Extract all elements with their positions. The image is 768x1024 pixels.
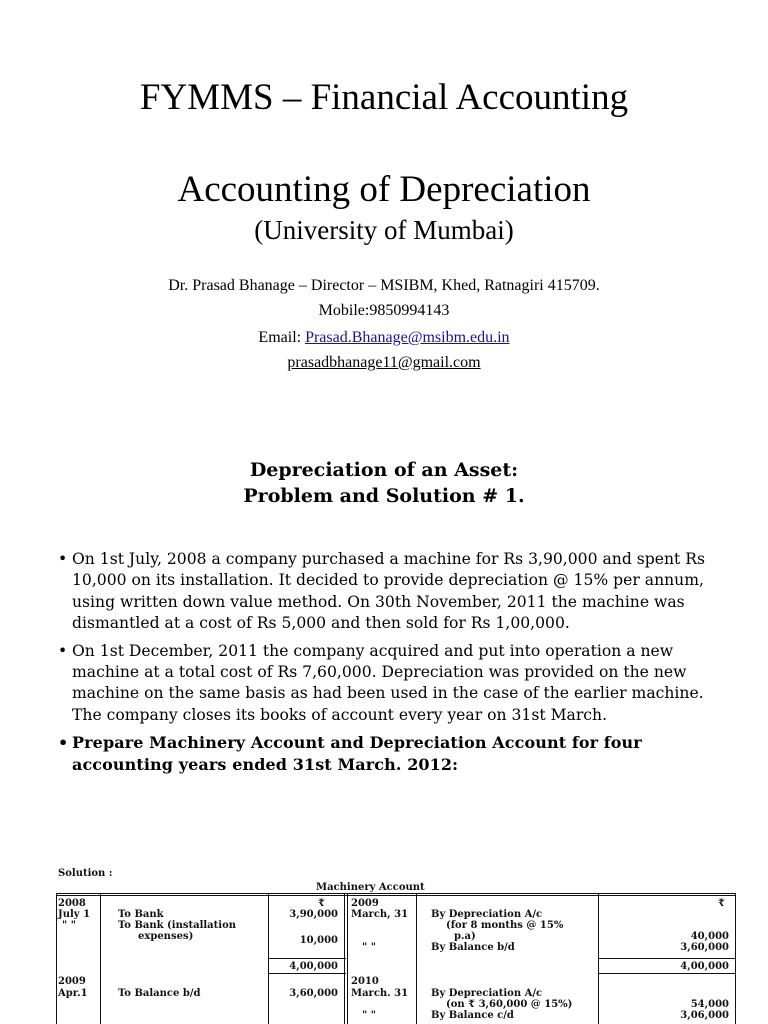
ledger-amount: 3,06,000 <box>680 1010 729 1021</box>
ledger-total: 4,00,000 <box>289 961 338 972</box>
solution-label: Solution : <box>58 868 113 879</box>
bullet-text: On 1st December, 2011 the company acquired and put into operation a new machine at a total cost of Rs 7,60,000. Depreciation was provided on the new machine on the same basis as had been used in the case of the earlier machine. The company closes its books of account every year on 31st March. <box>72 641 704 724</box>
course-title: FYMMS – Financial Accounting <box>139 77 629 118</box>
ledger-particular: (on ₹ 3,60,000 @ 15%) <box>446 999 573 1010</box>
bullet-item-instruction <box>58 732 718 776</box>
ledger-amount: 3,60,000 <box>289 988 338 999</box>
ledger-particular: By Balance b/d <box>431 942 515 953</box>
ledger-amount: 3,60,000 <box>680 942 729 953</box>
ledger-year: 2010 <box>351 976 379 987</box>
ledger-date: July 1 <box>58 909 91 920</box>
ledger-title: Machinery Account <box>316 882 425 893</box>
ledger-particular: p.a) <box>454 931 476 942</box>
bullet-text: Prepare Machinery Account and Depreciation Account for four accounting years ended 31st March. 2012: <box>72 733 642 775</box>
author-line: Dr. Prasad Bhanage – Director – MSIBM, Khed, Ratnagiri 415709. <box>168 277 600 294</box>
ledger-date: March, 31 <box>351 909 409 920</box>
email-link-primary[interactable]: Prasad.Bhanage@msibm.edu.in <box>305 329 510 346</box>
ditto-mark: " " <box>362 942 376 953</box>
email-line <box>0 326 768 350</box>
ledger-particular: By Depreciation A/c <box>431 988 543 999</box>
email-label: Email: <box>258 329 306 346</box>
mobile-line: Mobile:9850994143 <box>318 302 450 319</box>
ledger-date: March. 31 <box>351 988 409 999</box>
university-subtitle: (University of Mumbai) <box>254 215 514 245</box>
ledger-date: Apr.1 <box>58 988 88 999</box>
ledger-year: 2009 <box>58 976 86 987</box>
ledger-year: 2009 <box>351 898 379 909</box>
rupee-symbol: ₹ <box>318 898 325 909</box>
ledger-amount: 40,000 <box>690 931 729 942</box>
ledger-amount: 10,000 <box>299 935 338 946</box>
bullet-text: On 1st July, 2008 a company purchased a machine for Rs 3,90,000 and spent Rs 10,000 on its installation. It decided to provide depreciation @ 15% per annum, using written down value method. On 30th November, 2011 the machine was dismantled at a cost of Rs 5,000 and then sold for Rs 1,00,000. <box>72 550 705 633</box>
ledger-particular: To Bank <box>118 909 164 920</box>
ledger-amount: 3,90,000 <box>289 909 338 920</box>
bullet-item <box>58 549 718 635</box>
ledger-amount: 54,000 <box>690 999 729 1010</box>
ledger-particular: By Depreciation A/c <box>431 909 543 920</box>
section-heading: Depreciation of an Asset: <box>249 459 519 481</box>
bullet-icon: • <box>58 733 69 753</box>
ditto-mark: " " <box>62 920 76 931</box>
bullet-icon: • <box>58 641 68 660</box>
ledger-year: 2008 <box>58 898 86 909</box>
ledger-particular: expenses) <box>138 931 194 942</box>
ledger-particular: (for 8 months @ 15% <box>446 920 564 931</box>
section-subheading: Problem and Solution # 1. <box>243 485 525 507</box>
ledger-total: 4,00,000 <box>680 961 729 972</box>
ditto-mark: " " <box>362 1010 376 1021</box>
machinery-ledger-scan <box>56 862 736 1024</box>
rupee-symbol: ₹ <box>718 898 725 909</box>
email-line-secondary <box>0 351 768 375</box>
ledger-particular: To Bank (installation <box>118 920 237 931</box>
ledger-particular: To Balance b/d <box>118 988 201 999</box>
email-link-secondary[interactable]: prasadbhanage11@gmail.com <box>287 354 481 371</box>
ledger-particular: By Balance c/d <box>431 1010 514 1021</box>
problem-bullet-list <box>58 549 718 782</box>
bullet-item <box>58 641 718 727</box>
bullet-icon: • <box>58 550 68 568</box>
topic-title: Accounting of Depreciation <box>177 169 591 210</box>
